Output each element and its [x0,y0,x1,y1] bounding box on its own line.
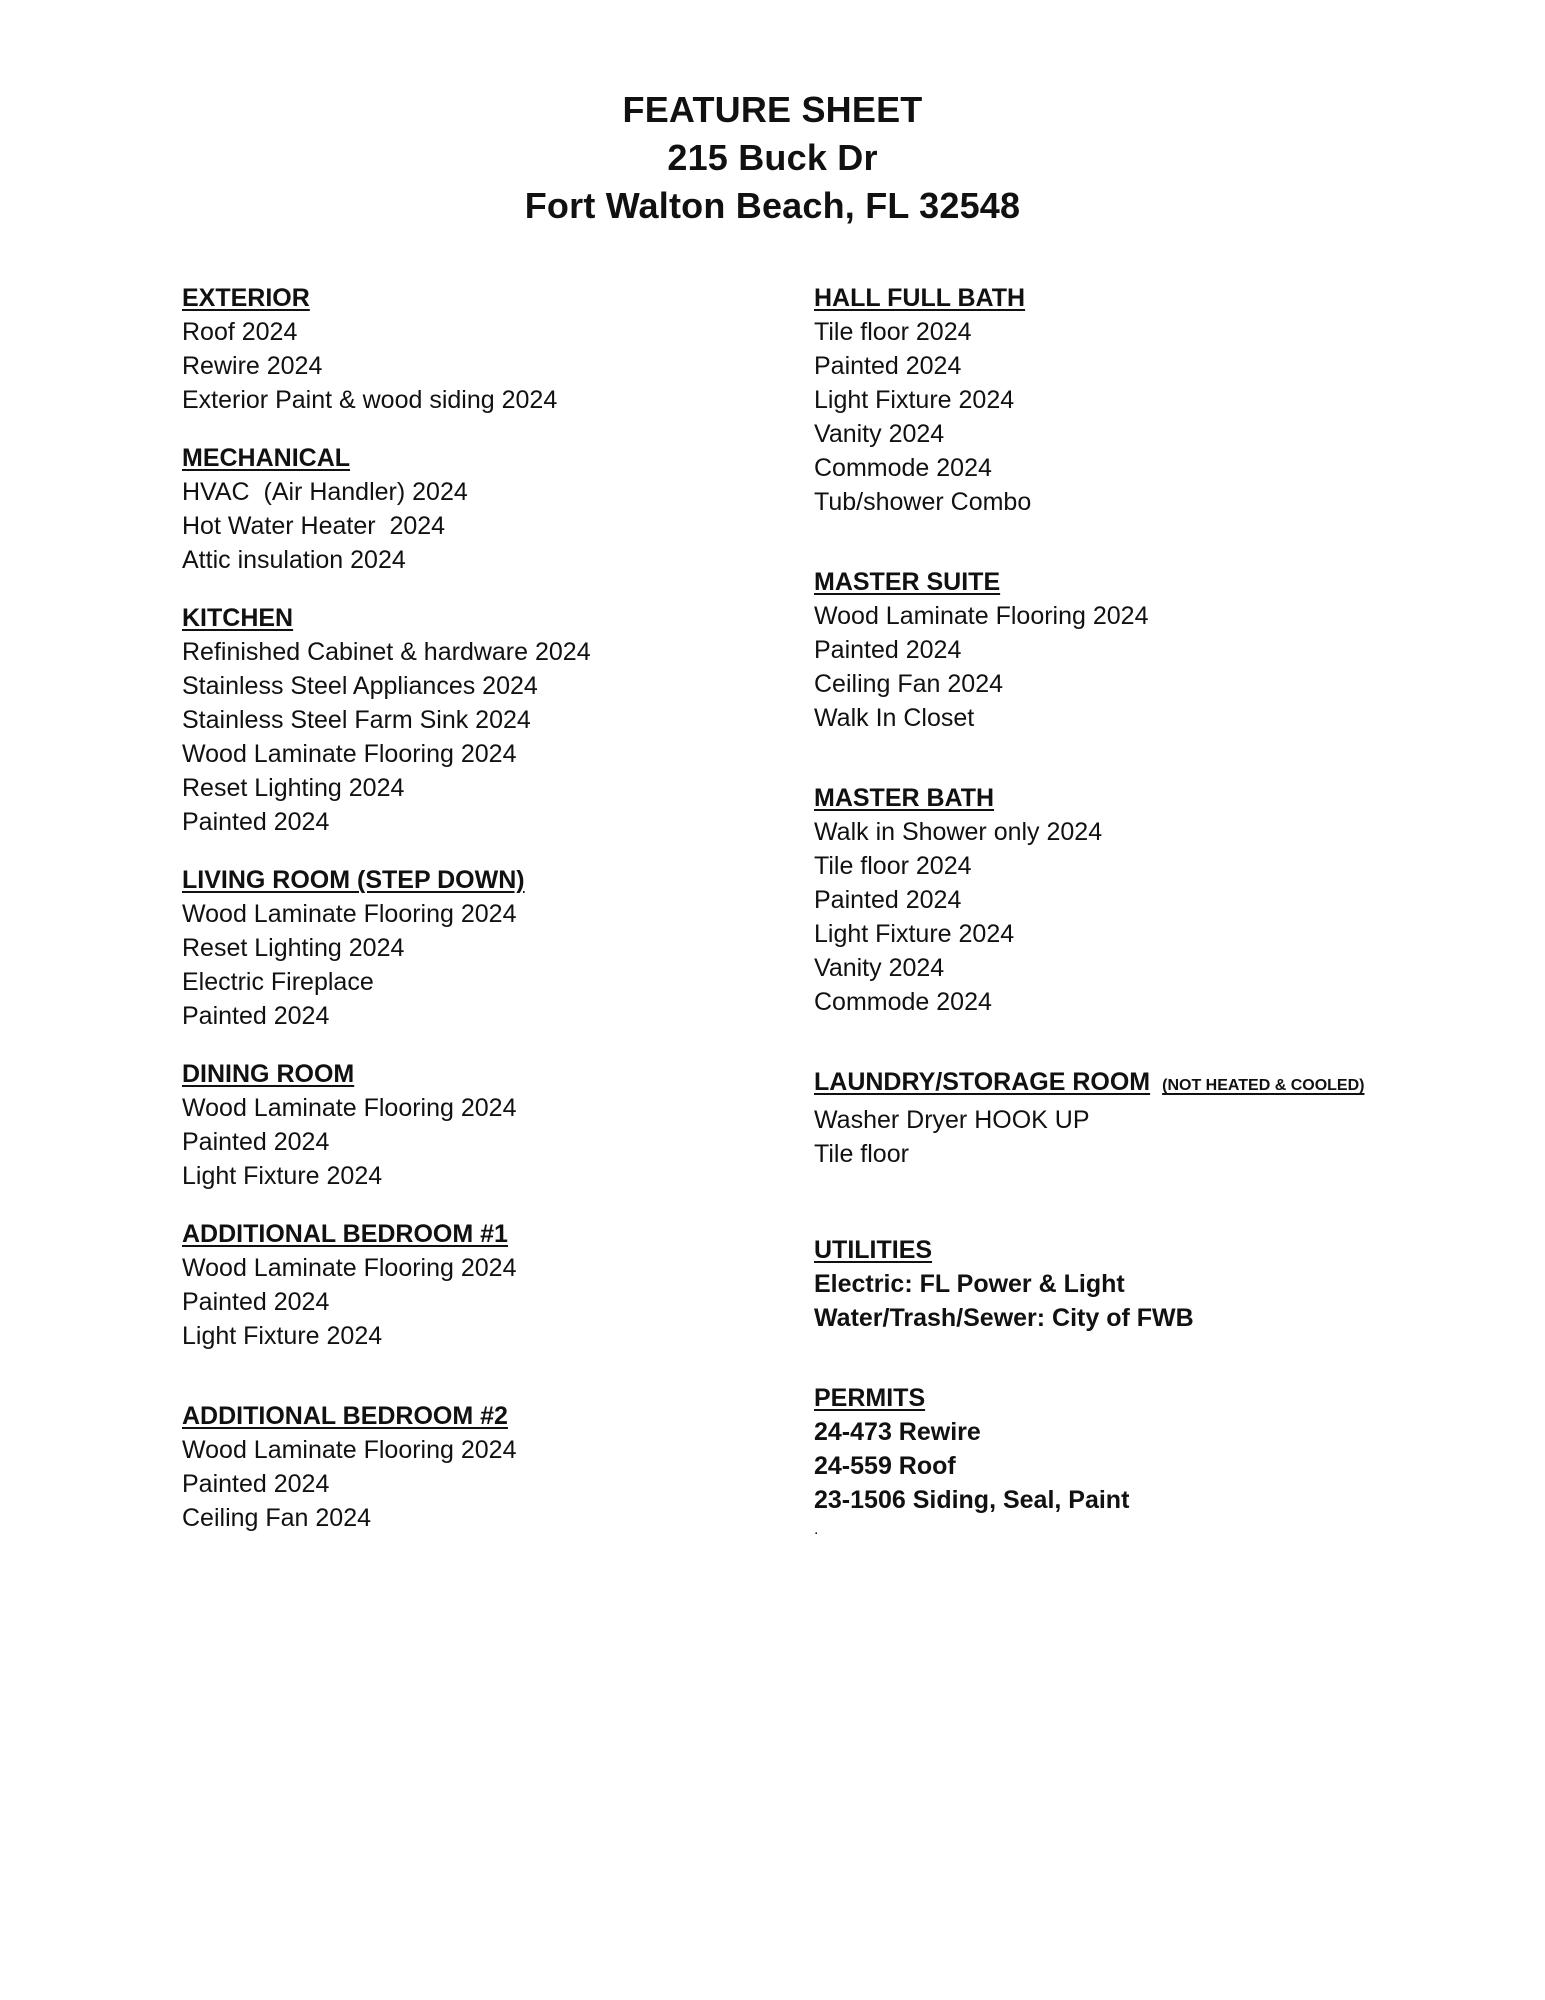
section-utilities [814,1233,1414,1335]
feature-item: Ceiling Fan 2024 [814,670,1004,698]
feature-item: Reset Lighting 2024 [182,774,405,802]
feature-item: Vanity 2024 [814,954,945,982]
feature-item: Roof 2024 [182,318,298,346]
feature-item: Electric Fireplace [182,968,374,996]
section-heading [814,1065,1414,1103]
permit-item: . [814,1521,819,1538]
feature-item: Painted 2024 [182,808,330,836]
section-heading: ADDITIONAL BEDROOM #1 [182,1220,508,1248]
feature-item: Commode 2024 [814,988,992,1016]
section-heading: PERMITS [814,1384,926,1412]
feature-item: Painted 2024 [814,886,962,914]
feature-item: Painted 2024 [182,1128,330,1156]
section-bedroom-1 [182,1217,782,1353]
section-heading: HALL FULL BATH [814,284,1026,312]
feature-item: Wood Laminate Flooring 2024 [814,602,1149,630]
section-heading: MASTER BATH [814,784,995,812]
section-heading-text: LAUNDRY/STORAGE ROOM [814,1068,1151,1096]
feature-item: Stainless Steel Farm Sink 2024 [182,706,531,734]
feature-item: Painted 2024 [814,352,962,380]
feature-item: Tile floor 2024 [814,318,972,346]
feature-item: Wood Laminate Flooring 2024 [182,900,517,928]
feature-item: Light Fixture 2024 [814,920,1015,948]
document-header [0,86,1545,230]
feature-item: Tile floor 2024 [814,852,972,880]
permit-item: 24-559 Roof [814,1452,956,1480]
section-heading: EXTERIOR [182,284,310,312]
property-street: 215 Buck Dr [667,137,878,178]
section-master-suite [814,565,1414,735]
feature-item: Rewire 2024 [182,352,323,380]
feature-item: Light Fixture 2024 [182,1162,383,1190]
feature-item: Painted 2024 [814,636,962,664]
section-permits [814,1381,1414,1543]
section-laundry [814,1065,1414,1171]
section-heading: KITCHEN [182,604,294,632]
feature-item: Refinished Cabinet & hardware 2024 [182,638,591,666]
section-exterior [182,281,782,417]
feature-item: Hot Water Heater 2024 [182,512,446,540]
section-living-room [182,863,782,1033]
section-heading: MECHANICAL [182,444,351,472]
feature-item: Wood Laminate Flooring 2024 [182,1254,517,1282]
feature-item: Exterior Paint & wood siding 2024 [182,386,558,414]
feature-item: Walk in Shower only 2024 [814,818,1103,846]
left-column [182,281,782,1535]
section-kitchen [182,601,782,839]
feature-item: Wood Laminate Flooring 2024 [182,1094,517,1122]
feature-item: Tile floor [814,1140,909,1168]
section-hall-bath [814,281,1414,519]
section-mechanical [182,441,782,577]
feature-item: Light Fixture 2024 [182,1322,383,1350]
utility-item: Water/Trash/Sewer: City of FWB [814,1304,1194,1332]
section-heading: UTILITIES [814,1236,933,1264]
right-column [814,281,1414,1543]
permit-item: 24-473 Rewire [814,1418,981,1446]
feature-item: Painted 2024 [182,1288,330,1316]
section-heading-note: (NOT HEATED & COOLED) [1162,1077,1365,1094]
document-title: FEATURE SHEET [622,89,923,130]
feature-item: Attic insulation 2024 [182,546,406,574]
feature-item: Painted 2024 [182,1470,330,1498]
feature-item: Wood Laminate Flooring 2024 [182,1436,517,1464]
feature-item: Vanity 2024 [814,420,945,448]
section-master-bath [814,781,1414,1019]
feature-item: Washer Dryer HOOK UP [814,1106,1090,1134]
section-bedroom-2 [182,1399,782,1535]
section-heading: DINING ROOM [182,1060,355,1088]
feature-item: Painted 2024 [182,1002,330,1030]
feature-item: Ceiling Fan 2024 [182,1504,372,1532]
feature-item: HVAC (Air Handler) 2024 [182,478,468,506]
feature-item: Light Fixture 2024 [814,386,1015,414]
feature-item: Tub/shower Combo [814,488,1032,516]
section-heading: ADDITIONAL BEDROOM #2 [182,1402,508,1430]
feature-item: Walk In Closet [814,704,975,732]
feature-item: Commode 2024 [814,454,992,482]
section-heading: LIVING ROOM (STEP DOWN) [182,866,525,894]
feature-item: Wood Laminate Flooring 2024 [182,740,517,768]
section-heading: MASTER SUITE [814,568,1001,596]
section-dining-room [182,1057,782,1193]
property-city: Fort Walton Beach, FL 32548 [524,185,1021,226]
feature-item: Stainless Steel Appliances 2024 [182,672,538,700]
utility-item: Electric: FL Power & Light [814,1270,1125,1298]
permit-item: 23-1506 Siding, Seal, Paint [814,1486,1130,1514]
feature-item: Reset Lighting 2024 [182,934,405,962]
